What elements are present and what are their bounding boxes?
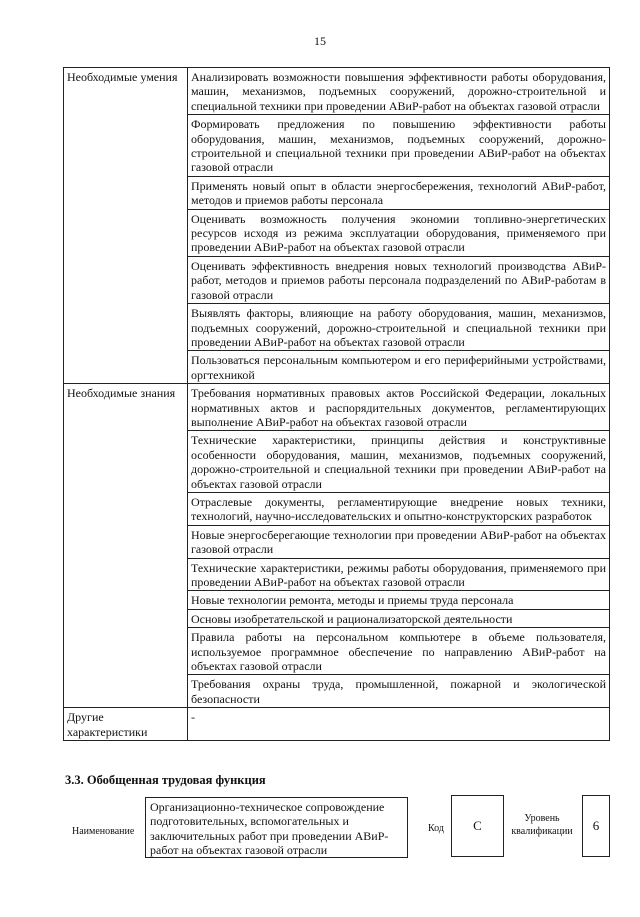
- level-label: Уровень квалификации: [511, 813, 573, 837]
- requirements-table: [63, 67, 610, 741]
- section-title: 3.3. Обобщенная трудовая функция: [65, 773, 266, 787]
- other-label: Другие характеристики: [64, 708, 188, 741]
- page-number: 15: [314, 34, 326, 48]
- requirement-item: Новые технологии ремонта, методы и приемы труда персонала: [188, 591, 610, 609]
- table-row: [64, 68, 610, 115]
- table-row: [64, 708, 610, 741]
- requirement-item: Требования охраны труда, промышленной, пожарной и экологической безопасности: [188, 675, 610, 708]
- code-label: Код: [428, 823, 444, 834]
- requirement-item: Правила работы на персональном компьютере в объеме пользователя, используемое программное обеспечение по направлению АВиР-работ на объектах газовой отрасли: [188, 628, 610, 675]
- requirement-item: Анализировать возможности повышения эффективности работы оборудования, машин, механизмов, подъемных сооружений, дорожно-строительной и специальной техники при проведении АВиР-работ на объектах газовой отрасли: [188, 68, 610, 115]
- requirement-item: Пользоваться персональным компьютером и его периферийными устройствами, оргтехникой: [188, 351, 610, 384]
- requirement-item: Технические характеристики, режимы работы оборудования, применяемого при проведении АВиР-работ на объектах газовой отрасли: [188, 558, 610, 591]
- code-box: C: [451, 795, 504, 857]
- requirement-item: Технические характеристики, принципы действия и конструктивные особенности оборудования, машин, механизмов, подъемных сооружений, дорожно-строительной и специальной техники при проведении АВиР-работ на объектах газовой отрасли: [188, 431, 610, 493]
- requirement-item: Основы изобретательской и рационализаторской деятельности: [188, 609, 610, 627]
- name-label: Наименование: [72, 826, 135, 837]
- section-label: Необходимые знания: [64, 384, 188, 708]
- requirement-item: Применять новый опыт в области энергосбережения, технологий АВиР-работ, методов и приемов работы персонала: [188, 176, 610, 209]
- requirement-item: Оценивать эффективность внедрения новых технологий производства АВиР-работ, методов и приемов работы персонала подразделений по АВиР-работам в газовой отрасли: [188, 256, 610, 303]
- requirement-item: Формировать предложения по повышению эффективности работы оборудования, машин, механизмов, подъемных сооружений, дорожно-строительной и специальной техники при проведении АВиР-работ на объектах газовой отрасли: [188, 115, 610, 177]
- requirement-item: Отраслевые документы, регламентирующие внедрение новых техники, технологий, научно-исследовательских и опытно-конструкторских разработок: [188, 492, 610, 525]
- table-row: [64, 384, 610, 431]
- requirement-item: Выявлять факторы, влияющие на работу оборудования, машин, механизмов, подъемных сооружений, дорожно-строительной и специальной техники при проведении АВиР-работ на объектах газовой отрасли: [188, 304, 610, 351]
- section-label: Необходимые умения: [64, 68, 188, 384]
- other-value: -: [188, 708, 610, 741]
- function-name-box: Организационно-техническое сопровождение подготовительных, вспомогательных и заключительных работ при проведении АВиР-работ на объектах газовой отрасли: [145, 797, 408, 858]
- requirement-item: Новые энергосберегающие технологии при проведении АВиР-работ на объектах газовой отрасли: [188, 525, 610, 558]
- requirement-item: Оценивать возможность получения экономии топливно-энергетических ресурсов исходя из режима эксплуатации оборудования, применяемого при проведении АВиР-работ на объектах газовой отрасли: [188, 209, 610, 256]
- level-box: 6: [582, 795, 610, 857]
- requirement-item: Требования нормативных правовых актов Российской Федерации, локальных нормативных актов и распорядительных документов, регламентирующих выполнение АВиР-работ на объектах газовой отрасли: [188, 384, 610, 431]
